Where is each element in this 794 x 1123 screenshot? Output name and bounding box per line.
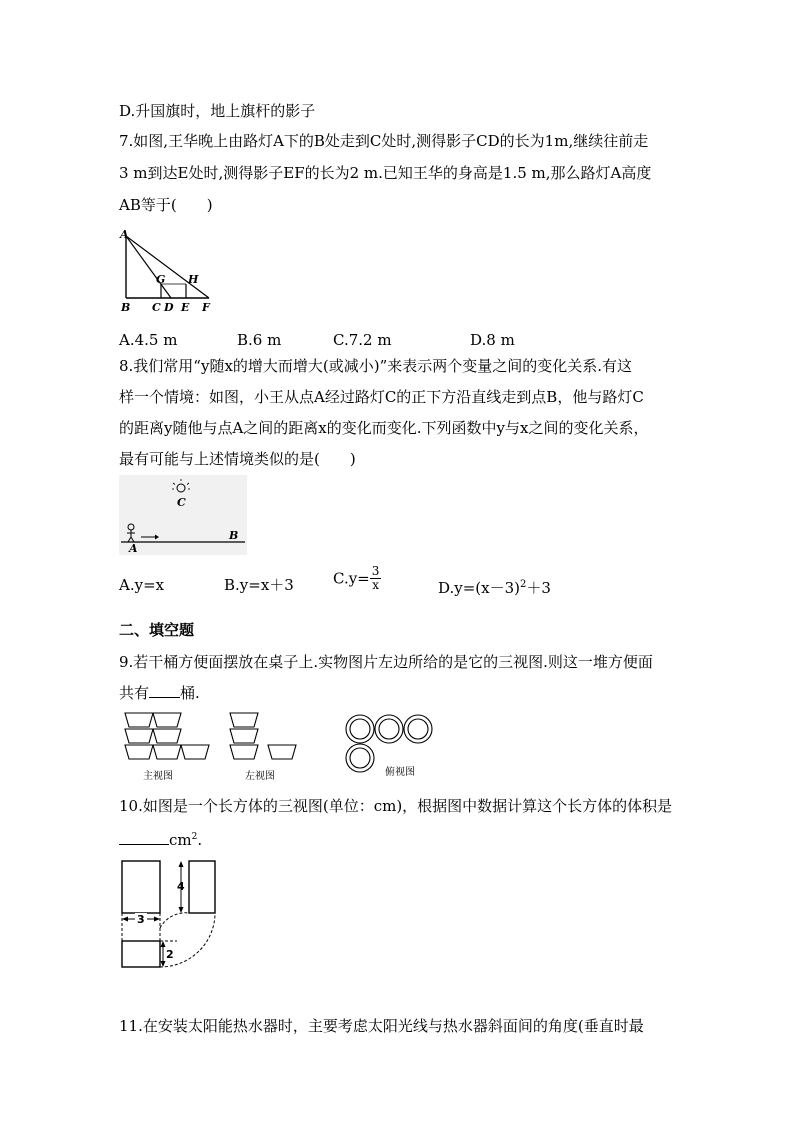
q7-option-d: D.8 m <box>470 331 515 349</box>
q8-option-c-denominator: x <box>372 578 379 592</box>
q7-text-line-3: AB等于( ) <box>119 196 213 214</box>
q8-text-line-1: 8.我们常用“y随x的增大而增大(或减小)”来表示两个变量之间的变化关系.有这 <box>119 357 633 375</box>
q10-period: . <box>197 831 203 849</box>
q7-label-g: G <box>156 273 166 286</box>
q7-label-a: A <box>120 228 129 241</box>
q8-text-line-3: 的距离y随他与点A之间的距离x的变化而变化.下列函数中y与x之间的变化关系， <box>119 419 649 437</box>
q9-caption-left: 左视图 <box>245 771 275 782</box>
q10-dim-width: 3 <box>137 913 145 926</box>
q10-unit-exponent: 2 <box>191 832 198 842</box>
q8-text-line-2: 样一个情境：如图，小王从点A经过路灯C的正下方沿直线走到点B，他与路灯C <box>119 388 644 406</box>
q9-text-post: 桶. <box>180 684 200 702</box>
q7-label-h: H <box>188 273 199 286</box>
q8-label-b: B <box>229 529 239 542</box>
q8-text-line-4: 最有可能与上述情境类似的是( ) <box>119 450 356 468</box>
q9-caption-top: 俯视图 <box>385 767 415 778</box>
q10-text-line-1: 10.如图是一个长方体的三视图(单位：cm)，根据图中数据计算这个长方体的体积是 <box>119 797 673 815</box>
q8-option-c-prefix: C.y= <box>333 569 370 588</box>
q8-option-a: A.y=x <box>119 576 165 594</box>
q7-text-line-1: 7.如图,王华晚上由路灯A下的B处走到C处时,测得影子CD的长为1m,继续往前走 <box>119 132 649 150</box>
q10-figure <box>119 858 223 970</box>
q10-dim-depth: 2 <box>166 948 174 961</box>
q7-figure <box>116 226 220 316</box>
q8-option-c <box>333 565 381 592</box>
q7-label-f: F <box>202 301 210 314</box>
q8-option-c-numerator: 3 <box>371 564 380 578</box>
q11-text-line-1: 11.在安装太阳能热水器时，主要考虑太阳光线与热水器斜面间的角度(垂直时最 <box>119 1017 644 1035</box>
q10-text-line-2 <box>119 827 202 850</box>
q6-option-d: D.升国旗时，地上旗杆的影子 <box>119 102 316 120</box>
q8-option-b: B.y=x＋3 <box>224 576 294 594</box>
q7-label-d: D <box>164 301 174 314</box>
section-heading: 二、填空题 <box>119 621 195 639</box>
q8-option-d-exponent: 2 <box>520 579 527 590</box>
q9-text-pre: 共有 <box>119 684 150 702</box>
q9-caption-front: 主视图 <box>143 771 173 782</box>
q8-label-c: C <box>177 496 186 509</box>
q10-answer-blank <box>119 830 169 845</box>
q9-text-line-1: 9.若干桶方便面摆放在桌子上.实物图片左边所给的是它的三视图.则这一堆方便面 <box>119 653 653 671</box>
q10-unit: cm <box>169 831 192 849</box>
q7-option-c: C.7.2 m <box>333 331 392 349</box>
q9-figure <box>119 708 439 784</box>
q7-label-e: E <box>181 301 190 314</box>
q8-option-d-suffix: ＋3 <box>526 579 551 597</box>
q8-option-d-prefix: D.y=(x－3) <box>438 579 521 597</box>
q8-option-c-fraction <box>370 565 382 592</box>
q8-figure <box>119 475 247 555</box>
q10-dim-height: 4 <box>177 880 185 893</box>
q7-option-a: A.4.5 m <box>119 331 178 349</box>
q7-option-b: B.6 m <box>237 331 282 349</box>
q8-option-d <box>438 575 551 598</box>
q7-label-c: C <box>152 301 161 314</box>
q8-label-a: A <box>129 542 138 555</box>
q9-answer-blank <box>149 683 180 698</box>
q7-text-line-2: 3 m到达E处时,测得影子EF的长为2 m.已知王华的身高是1.5 m,那么路灯A高度 <box>119 164 652 182</box>
q9-text-line-2 <box>119 683 200 703</box>
q7-label-b: B <box>121 301 131 314</box>
